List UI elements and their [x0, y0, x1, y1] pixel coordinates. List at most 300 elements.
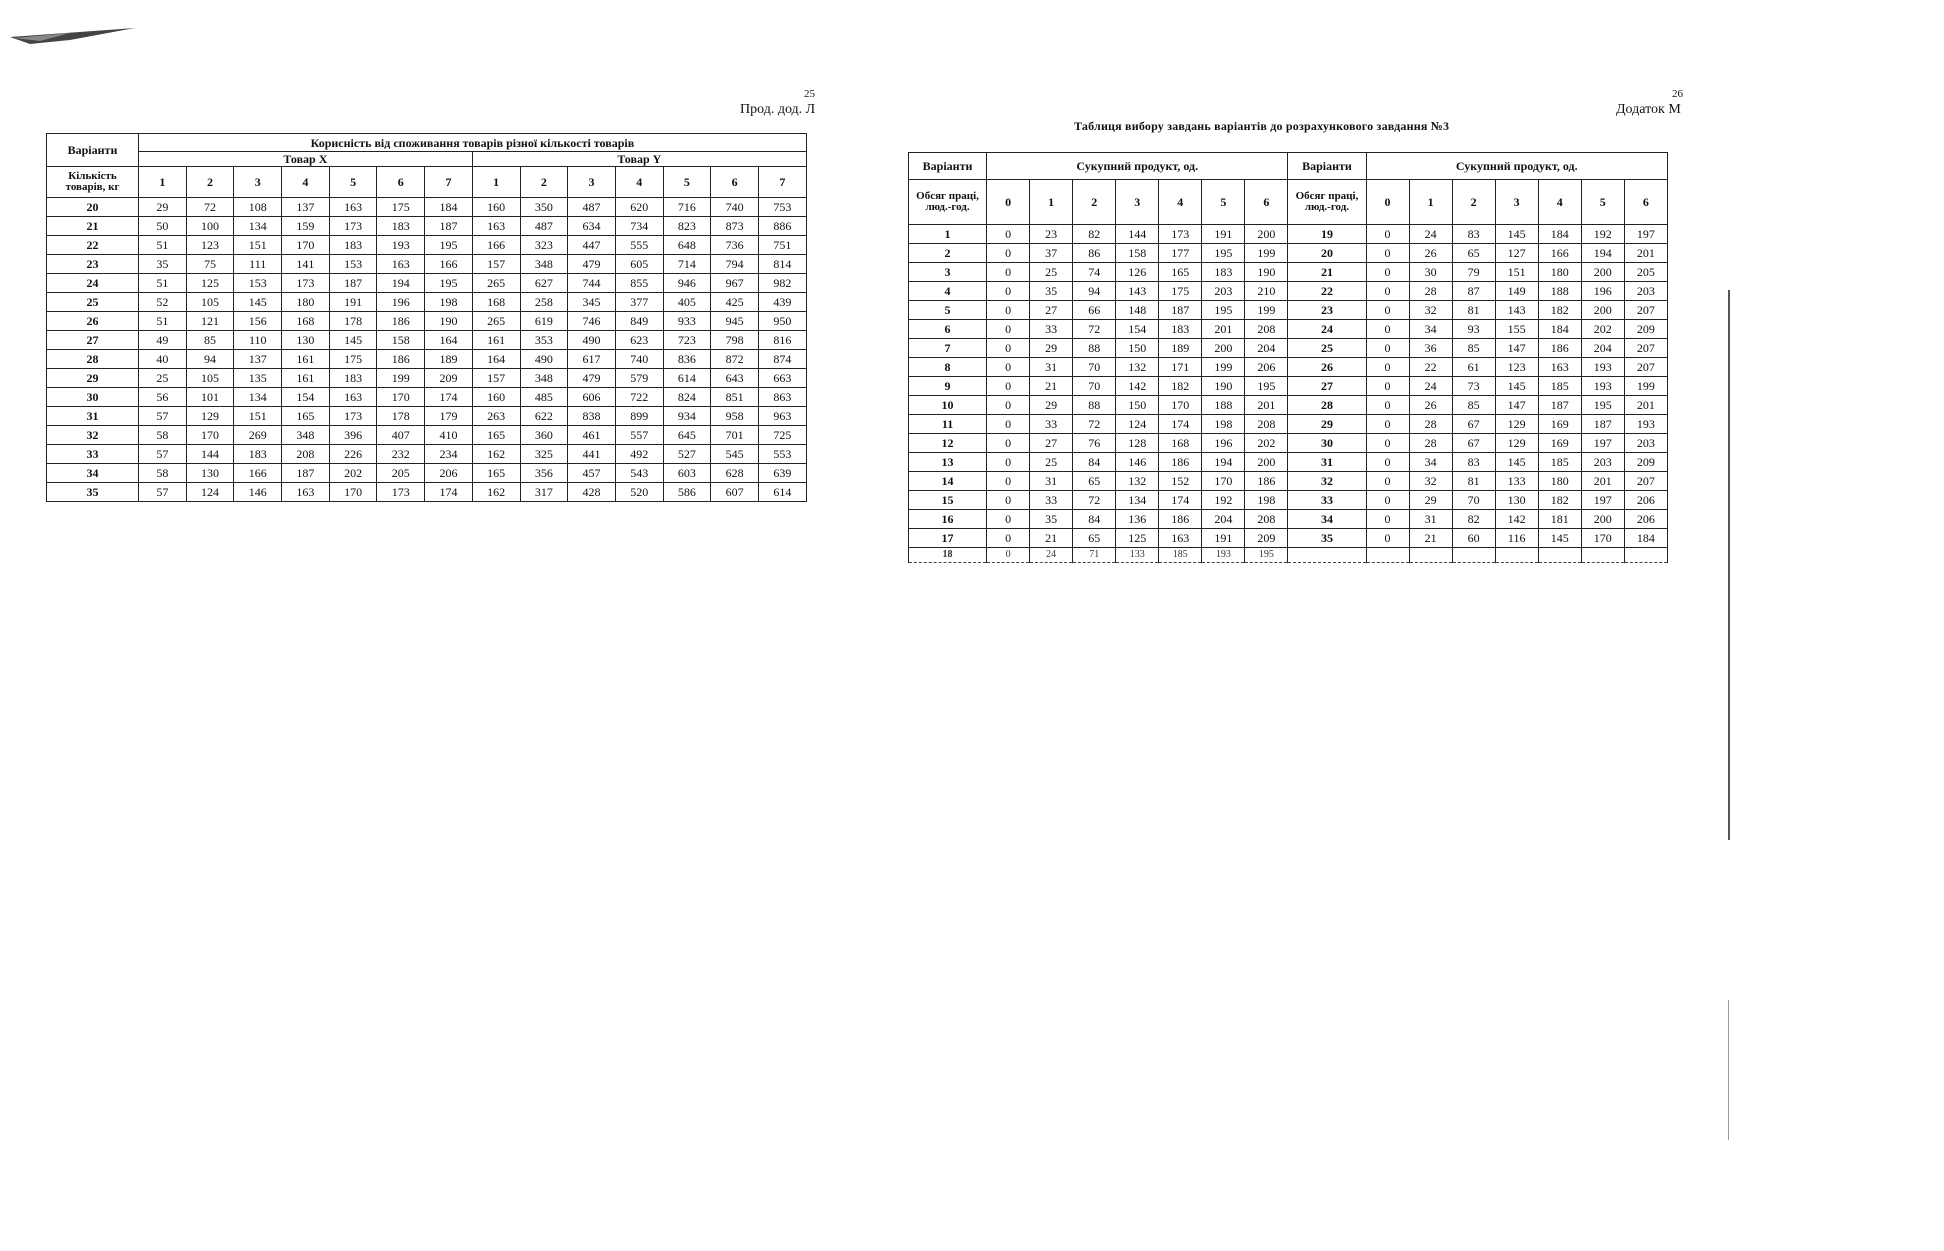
product-cell: 81	[1452, 301, 1495, 320]
column-header: 1	[1409, 180, 1452, 225]
product-cell: 65	[1073, 529, 1116, 548]
column-header: 1	[1030, 180, 1073, 225]
product-cell: 67	[1452, 434, 1495, 453]
product-cell: 31	[1030, 358, 1073, 377]
total-product-header: Сукупний продукт, од.	[987, 153, 1288, 180]
variants-header: Варіанти	[47, 134, 139, 167]
product-cell: 202	[1245, 434, 1288, 453]
product-cell: 166	[1538, 244, 1581, 263]
product-cell: 187	[1538, 396, 1581, 415]
variant-number: 35	[1288, 529, 1366, 548]
product-cell: 150	[1116, 339, 1159, 358]
product-cell: 116	[1495, 529, 1538, 548]
utility-y-cell: 317	[520, 483, 568, 502]
utility-x-cell: 51	[139, 312, 187, 331]
utility-x-cell: 269	[234, 426, 282, 445]
right-page-number: 26	[1672, 88, 1683, 100]
product-cell: 0	[987, 510, 1030, 529]
table-row	[47, 369, 807, 388]
table-row	[47, 255, 807, 274]
product-cell: 37	[1030, 244, 1073, 263]
utility-y-cell: 614	[663, 369, 711, 388]
column-header: 3	[1116, 180, 1159, 225]
utility-y-cell: 160	[472, 388, 520, 407]
utility-x-cell: 195	[425, 236, 473, 255]
product-cell: 206	[1245, 358, 1288, 377]
utility-x-cell: 175	[329, 350, 377, 369]
product-cell: 196	[1581, 282, 1624, 301]
utility-x-cell: 57	[139, 483, 187, 502]
product-cell: 66	[1073, 301, 1116, 320]
product-cell: 204	[1581, 339, 1624, 358]
utility-y-cell: 490	[568, 331, 616, 350]
utility-y-cell: 168	[472, 293, 520, 312]
table-row	[47, 217, 807, 236]
column-header: 6	[711, 167, 759, 198]
product-cell: 188	[1538, 282, 1581, 301]
product-cell: 134	[1116, 491, 1159, 510]
product-cell: 200	[1245, 453, 1288, 472]
variant-number: 25	[47, 293, 139, 312]
product-cell: 165	[1159, 263, 1202, 282]
utility-x-cell: 189	[425, 350, 473, 369]
variant-number: 1	[909, 225, 987, 244]
scan-edge-line	[1728, 1000, 1729, 1140]
product-cell: 0	[987, 244, 1030, 263]
product-cell: 79	[1452, 263, 1495, 282]
product-cell: 29	[1030, 396, 1073, 415]
product-cell: 207	[1624, 301, 1667, 320]
table-row	[47, 236, 807, 255]
variant-number: 17	[909, 529, 987, 548]
product-cell: 199	[1245, 301, 1288, 320]
variant-number: 12	[909, 434, 987, 453]
column-header: 1	[139, 167, 187, 198]
utility-y-cell: 623	[615, 331, 663, 350]
utility-x-cell: 232	[377, 445, 425, 464]
variant-number: 16	[909, 510, 987, 529]
column-header: 2	[520, 167, 568, 198]
labor-header: Обсяг праці, люд.-год.	[909, 180, 987, 225]
variant-number: 11	[909, 415, 987, 434]
table-row	[909, 282, 1668, 301]
product-cell: 93	[1452, 320, 1495, 339]
table-row	[909, 453, 1668, 472]
table-row	[47, 407, 807, 426]
table-row	[909, 320, 1668, 339]
product-cell: 136	[1116, 510, 1159, 529]
product-cell: 21	[1409, 529, 1452, 548]
utility-x-cell: 100	[186, 217, 234, 236]
product-cell: 0	[987, 358, 1030, 377]
utility-x-cell: 184	[425, 198, 473, 217]
product-cell: 208	[1245, 320, 1288, 339]
column-header-row	[909, 180, 1668, 225]
utility-y-cell: 353	[520, 331, 568, 350]
utility-x-cell: 348	[282, 426, 330, 445]
product-cell: 197	[1581, 434, 1624, 453]
product-cell: 168	[1159, 434, 1202, 453]
total-product-header: Сукупний продукт, од.	[1366, 153, 1667, 180]
utility-y-cell: 165	[472, 426, 520, 445]
product-cell: 0	[1366, 244, 1409, 263]
utility-y-cell: 258	[520, 293, 568, 312]
variant-number: 33	[1288, 491, 1366, 510]
labor-header: Обсяг праці, люд.-год.	[1288, 180, 1366, 225]
utility-y-cell: 722	[615, 388, 663, 407]
utility-y-cell: 555	[615, 236, 663, 255]
variant-number: 31	[1288, 453, 1366, 472]
product-cell: 207	[1624, 339, 1667, 358]
utility-y-cell: 628	[711, 464, 759, 483]
utility-y-cell: 606	[568, 388, 616, 407]
product-cell: 132	[1116, 358, 1159, 377]
utility-x-cell: 206	[425, 464, 473, 483]
product-cell: 195	[1202, 301, 1245, 320]
utility-title-header: Корисність від споживання товарів різної кількості товарів	[139, 134, 807, 152]
product-cell: 193	[1624, 415, 1667, 434]
utility-y-cell: 963	[758, 407, 806, 426]
utility-y-cell: 487	[568, 198, 616, 217]
utility-x-cell: 153	[329, 255, 377, 274]
column-header: 2	[1073, 180, 1116, 225]
utility-x-cell: 234	[425, 445, 473, 464]
utility-y-cell: 886	[758, 217, 806, 236]
product-cell: 132	[1116, 472, 1159, 491]
product-cell: 186	[1245, 472, 1288, 491]
variant-number: 27	[47, 331, 139, 350]
product-cell: 163	[1538, 358, 1581, 377]
product-cell: 123	[1495, 358, 1538, 377]
goods-header-row	[47, 152, 807, 167]
product-cell: 25	[1030, 453, 1073, 472]
product-cell: 83	[1452, 225, 1495, 244]
utility-y-cell: 746	[568, 312, 616, 331]
product-cell: 198	[1245, 491, 1288, 510]
product-cell: 21	[1030, 529, 1073, 548]
column-header: 3	[234, 167, 282, 198]
product-cell: 181	[1538, 510, 1581, 529]
utility-y-cell: 345	[568, 293, 616, 312]
product-cell: 206	[1624, 510, 1667, 529]
utility-x-cell: 186	[377, 350, 425, 369]
table-row	[47, 331, 807, 350]
product-cell: 209	[1624, 320, 1667, 339]
product-cell: 70	[1452, 491, 1495, 510]
variant-number: 19	[1288, 225, 1366, 244]
utility-x-cell: 134	[234, 388, 282, 407]
product-cell: 196	[1202, 434, 1245, 453]
product-cell: 199	[1202, 358, 1245, 377]
product-cell: 0	[1366, 472, 1409, 491]
product-cell: 70	[1073, 377, 1116, 396]
column-header: 4	[282, 167, 330, 198]
variants-header: Варіанти	[1288, 153, 1366, 180]
product-cell: 203	[1624, 434, 1667, 453]
column-header: 4	[615, 167, 663, 198]
product-cell: 125	[1116, 529, 1159, 548]
utility-y-cell: 579	[615, 369, 663, 388]
utility-x-cell: 49	[139, 331, 187, 350]
product-cell: 207	[1624, 472, 1667, 491]
product-cell: 126	[1116, 263, 1159, 282]
utility-x-cell: 170	[282, 236, 330, 255]
utility-x-cell: 159	[282, 217, 330, 236]
product-cell: 201	[1624, 396, 1667, 415]
utility-x-cell: 396	[329, 426, 377, 445]
product-cell: 0	[1366, 225, 1409, 244]
utility-x-cell: 196	[377, 293, 425, 312]
product-cell: 133	[1495, 472, 1538, 491]
utility-x-cell: 151	[234, 407, 282, 426]
utility-y-cell: 751	[758, 236, 806, 255]
product-cell: 88	[1073, 396, 1116, 415]
utility-y-cell: 836	[663, 350, 711, 369]
product-cell: 187	[1159, 301, 1202, 320]
variant-number: 26	[1288, 358, 1366, 377]
variant-number: 21	[47, 217, 139, 236]
table-row	[47, 426, 807, 445]
product-cell: 191	[1202, 529, 1245, 548]
table-row	[47, 445, 807, 464]
empty-cell	[1581, 548, 1624, 563]
product-cell: 190	[1245, 263, 1288, 282]
utility-y-cell: 425	[711, 293, 759, 312]
product-cell: 35	[1030, 510, 1073, 529]
product-cell: 154	[1116, 320, 1159, 339]
product-cell: 24	[1409, 225, 1452, 244]
variant-number: 29	[47, 369, 139, 388]
product-cell: 0	[987, 263, 1030, 282]
column-header: 6	[1245, 180, 1288, 225]
product-cell: 191	[1202, 225, 1245, 244]
product-cell: 177	[1159, 244, 1202, 263]
utility-y-cell: 946	[663, 274, 711, 293]
utility-y-cell: 614	[758, 483, 806, 502]
product-cell: 87	[1452, 282, 1495, 301]
product-cell: 192	[1202, 491, 1245, 510]
product-cell: 151	[1495, 263, 1538, 282]
product-cell: 33	[1030, 415, 1073, 434]
table-row	[909, 301, 1668, 320]
product-cell: 34	[1409, 320, 1452, 339]
product-cell: 28	[1409, 282, 1452, 301]
product-cell: 133	[1116, 548, 1159, 563]
product-cell: 186	[1159, 453, 1202, 472]
table-row	[47, 293, 807, 312]
table-row	[47, 350, 807, 369]
utility-y-cell: 428	[568, 483, 616, 502]
column-header: 7	[425, 167, 473, 198]
column-header: 5	[1581, 180, 1624, 225]
utility-x-cell: 209	[425, 369, 473, 388]
utility-x-cell: 187	[329, 274, 377, 293]
product-cell: 128	[1116, 434, 1159, 453]
utility-y-cell: 740	[615, 350, 663, 369]
product-cell: 198	[1202, 415, 1245, 434]
utility-y-cell: 851	[711, 388, 759, 407]
product-cell: 199	[1624, 377, 1667, 396]
product-cell: 85	[1452, 339, 1495, 358]
utility-x-cell: 125	[186, 274, 234, 293]
utility-x-cell: 145	[329, 331, 377, 350]
utility-x-cell: 137	[282, 198, 330, 217]
variant-number: 32	[1288, 472, 1366, 491]
product-cell: 185	[1538, 453, 1581, 472]
utility-y-cell: 794	[711, 255, 759, 274]
utility-x-cell: 183	[377, 217, 425, 236]
utility-x-cell: 175	[377, 198, 425, 217]
variant-number: 5	[909, 301, 987, 320]
utility-x-cell: 110	[234, 331, 282, 350]
product-cell: 188	[1202, 396, 1245, 415]
table-row	[47, 464, 807, 483]
product-cell: 86	[1073, 244, 1116, 263]
product-cell: 0	[1366, 377, 1409, 396]
utility-x-cell: 173	[282, 274, 330, 293]
utility-x-cell: 195	[425, 274, 473, 293]
product-cell: 76	[1073, 434, 1116, 453]
variant-number: 21	[1288, 263, 1366, 282]
column-header: 6	[1624, 180, 1667, 225]
utility-x-cell: 205	[377, 464, 425, 483]
utility-y-cell: 325	[520, 445, 568, 464]
utility-y-cell: 798	[711, 331, 759, 350]
variant-number: 9	[909, 377, 987, 396]
product-cell: 32	[1409, 301, 1452, 320]
utility-table	[46, 133, 807, 502]
utility-y-cell: 323	[520, 236, 568, 255]
table-row	[909, 434, 1668, 453]
utility-y-cell: 439	[758, 293, 806, 312]
product-cell: 204	[1245, 339, 1288, 358]
variant-number: 13	[909, 453, 987, 472]
utility-x-cell: 156	[234, 312, 282, 331]
utility-y-cell: 360	[520, 426, 568, 445]
variant-number: 20	[1288, 244, 1366, 263]
utility-y-cell: 527	[663, 445, 711, 464]
product-cell: 189	[1159, 339, 1202, 358]
product-cell: 200	[1581, 301, 1624, 320]
column-header: 3	[568, 167, 616, 198]
utility-x-cell: 208	[282, 445, 330, 464]
product-cell: 85	[1452, 396, 1495, 415]
product-cell: 82	[1452, 510, 1495, 529]
utility-x-cell: 153	[234, 274, 282, 293]
product-cell: 145	[1495, 453, 1538, 472]
product-cell: 170	[1159, 396, 1202, 415]
product-cell: 0	[1366, 396, 1409, 415]
variant-number: 3	[909, 263, 987, 282]
product-cell: 183	[1159, 320, 1202, 339]
product-cell: 0	[987, 301, 1030, 320]
variant-number: 28	[47, 350, 139, 369]
utility-y-cell: 348	[520, 255, 568, 274]
utility-x-cell: 135	[234, 369, 282, 388]
product-cell: 0	[987, 377, 1030, 396]
product-cell: 206	[1624, 491, 1667, 510]
utility-x-cell: 168	[282, 312, 330, 331]
product-cell: 209	[1624, 453, 1667, 472]
utility-x-cell: 180	[282, 293, 330, 312]
product-cell: 204	[1202, 510, 1245, 529]
product-cell: 170	[1581, 529, 1624, 548]
utility-y-cell: 265	[472, 312, 520, 331]
utility-x-cell: 130	[282, 331, 330, 350]
variant-number: 31	[47, 407, 139, 426]
product-cell: 194	[1581, 244, 1624, 263]
product-cell: 33	[1030, 491, 1073, 510]
table-row	[47, 312, 807, 331]
product-cell: 71	[1073, 548, 1116, 563]
utility-x-cell: 193	[377, 236, 425, 255]
product-cell: 186	[1538, 339, 1581, 358]
product-cell: 73	[1452, 377, 1495, 396]
product-cell: 0	[1366, 301, 1409, 320]
variant-number: 20	[47, 198, 139, 217]
empty-cell	[1366, 548, 1409, 563]
product-cell: 207	[1624, 358, 1667, 377]
variant-number: 10	[909, 396, 987, 415]
product-cell: 0	[1366, 263, 1409, 282]
utility-x-cell: 137	[234, 350, 282, 369]
utility-y-cell: 967	[711, 274, 759, 293]
utility-y-cell: 627	[520, 274, 568, 293]
utility-y-cell: 162	[472, 483, 520, 502]
utility-x-cell: 111	[234, 255, 282, 274]
product-cell: 147	[1495, 396, 1538, 415]
variant-selection-table	[908, 152, 1668, 563]
utility-x-cell: 35	[139, 255, 187, 274]
product-cell: 0	[1366, 510, 1409, 529]
scan-artifact-mark	[10, 28, 135, 44]
utility-y-cell: 485	[520, 388, 568, 407]
utility-x-cell: 151	[234, 236, 282, 255]
product-cell: 169	[1538, 415, 1581, 434]
utility-y-cell: 648	[663, 236, 711, 255]
product-cell: 0	[1366, 491, 1409, 510]
right-page-label: Додаток М	[1616, 102, 1681, 117]
product-cell: 183	[1202, 263, 1245, 282]
product-cell: 84	[1073, 453, 1116, 472]
variant-number: 34	[1288, 510, 1366, 529]
product-cell: 147	[1495, 339, 1538, 358]
table-row	[47, 483, 807, 502]
product-cell: 130	[1495, 491, 1538, 510]
utility-y-cell: 520	[615, 483, 663, 502]
utility-y-cell: 982	[758, 274, 806, 293]
utility-y-cell: 663	[758, 369, 806, 388]
utility-x-cell: 170	[377, 388, 425, 407]
table-row	[909, 377, 1668, 396]
utility-x-cell: 166	[425, 255, 473, 274]
variant-number: 15	[909, 491, 987, 510]
utility-x-cell: 123	[186, 236, 234, 255]
utility-x-cell: 202	[329, 464, 377, 483]
utility-y-cell: 639	[758, 464, 806, 483]
product-cell: 67	[1452, 415, 1495, 434]
utility-y-cell: 348	[520, 369, 568, 388]
product-cell: 29	[1409, 491, 1452, 510]
product-cell: 36	[1409, 339, 1452, 358]
product-cell: 209	[1245, 529, 1288, 548]
utility-x-cell: 178	[377, 407, 425, 426]
utility-y-cell: 753	[758, 198, 806, 217]
utility-x-cell: 51	[139, 274, 187, 293]
utility-y-cell: 933	[663, 312, 711, 331]
column-header: 6	[377, 167, 425, 198]
utility-y-cell: 816	[758, 331, 806, 350]
